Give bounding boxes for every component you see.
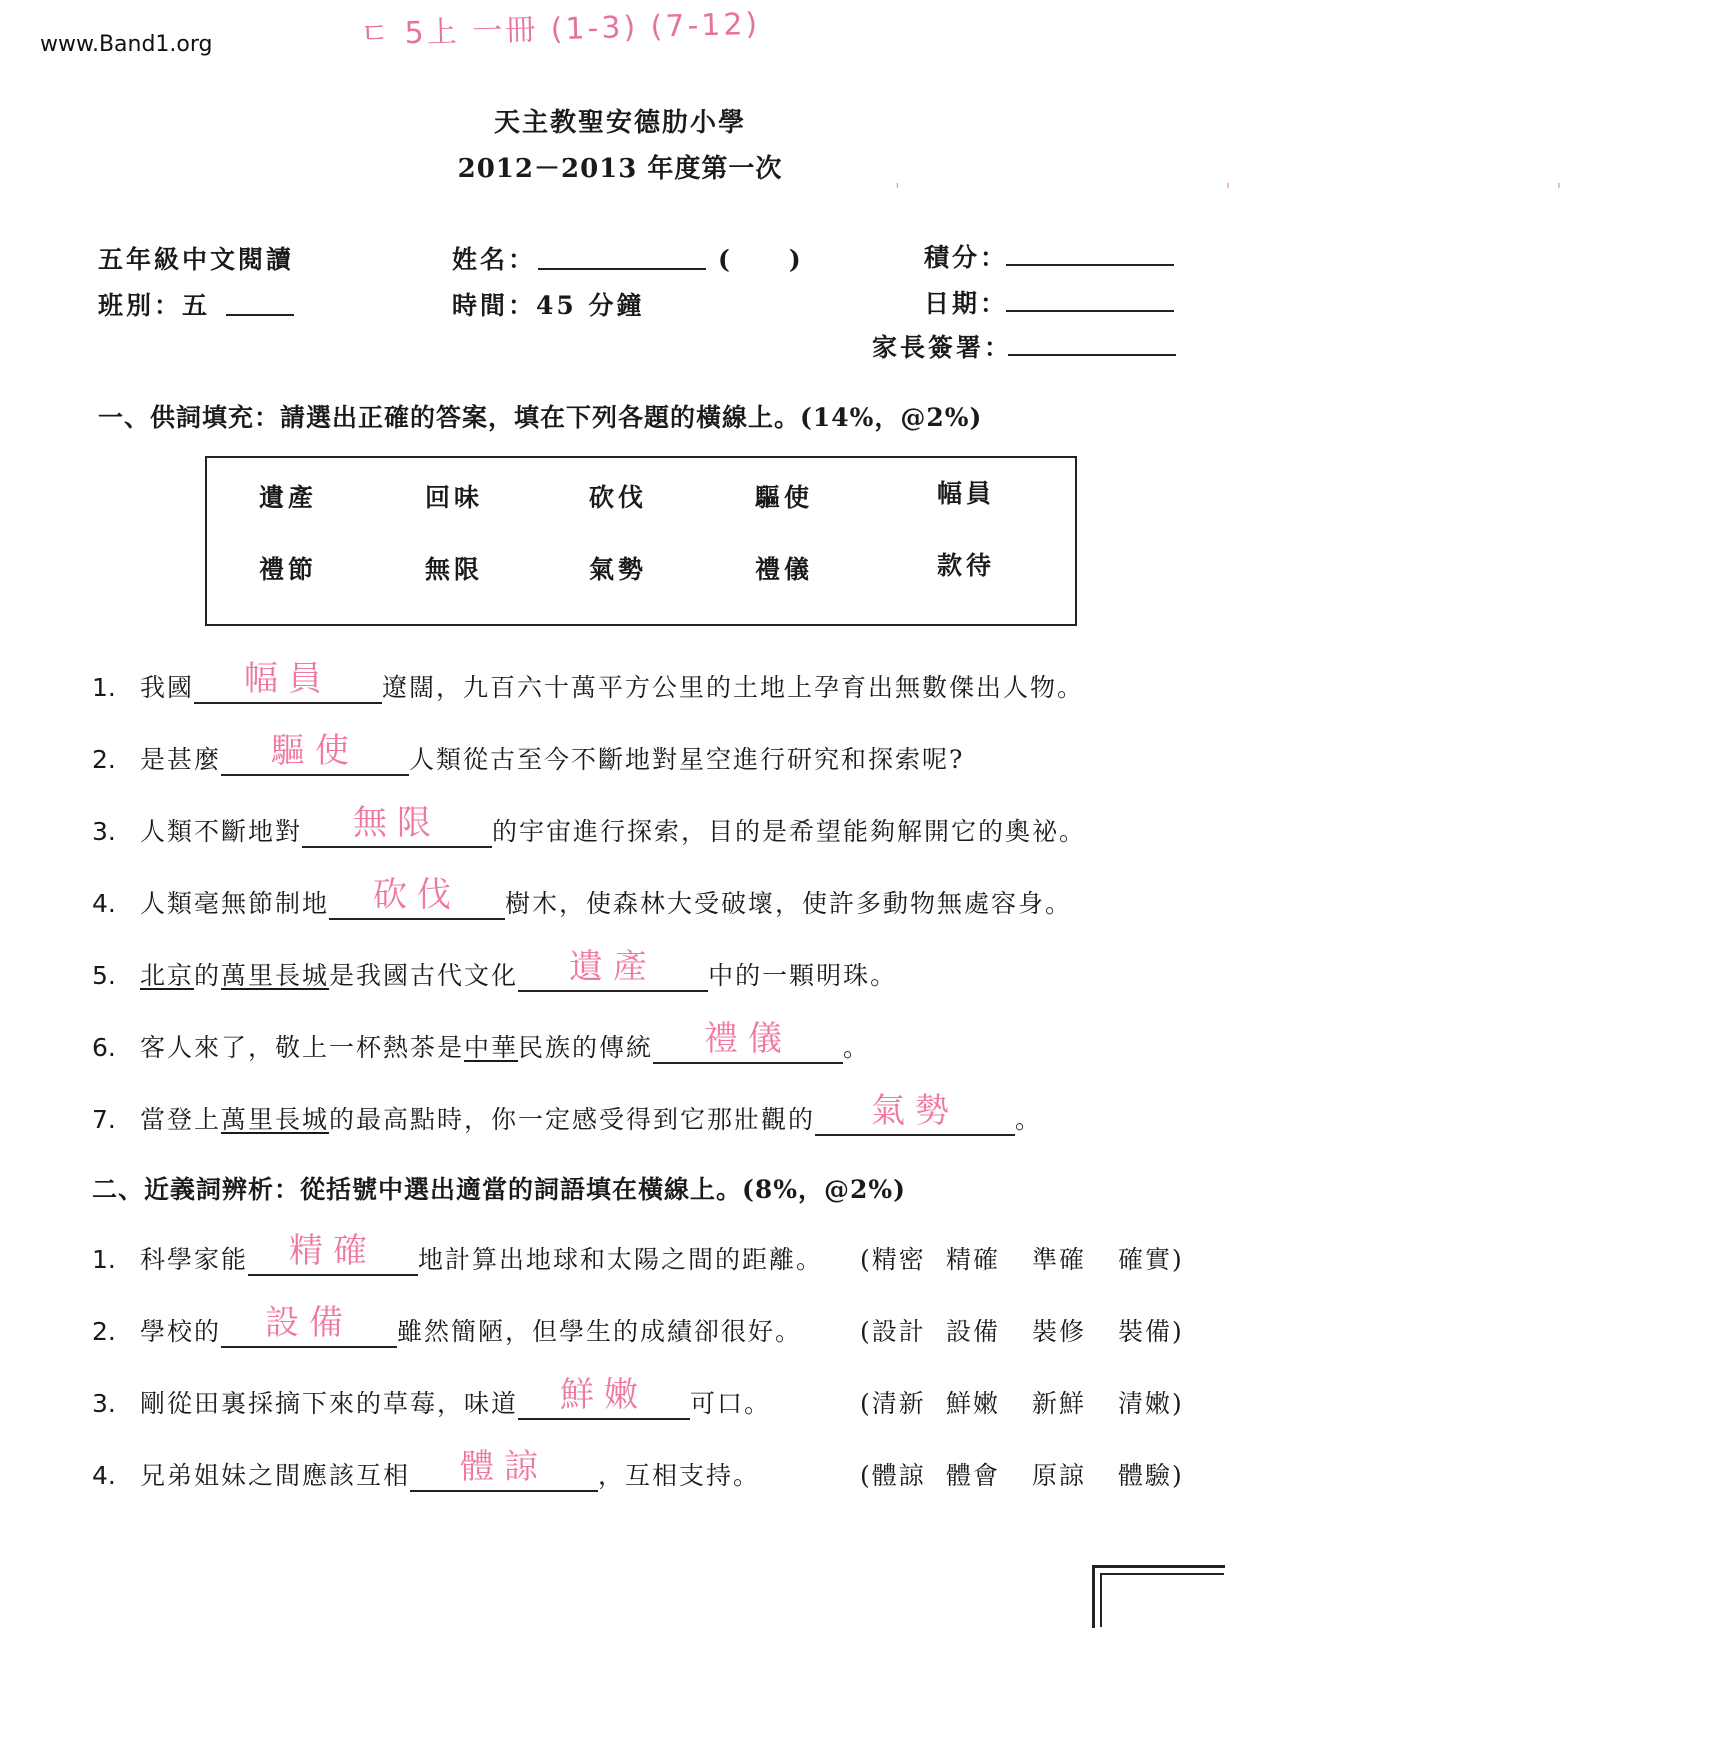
question-7: 7. 當登上萬里長城的最高點時，你一定感受得到它那壯觀的 氣勢 。 [92,1091,1043,1134]
answer-blank[interactable]: 鮮嫩 [518,1390,690,1420]
word-bank-item: 回味 [425,483,484,512]
section1-title: 一、供詞填充：請選出正確的答案，填在下列各題的橫線上。(14%，@2%) [98,403,983,432]
section2-question-1: 1. 科學家能 精確 地計算出地球和太陽之間的距離。 [92,1231,824,1274]
school-name: 天主教聖安德肋小學 [493,108,746,138]
question-6: 6. 客人來了，敬上一杯熱茶是中華民族的傳統 禮儀 。 [92,1019,871,1062]
answer-blank[interactable]: 遺產 [518,962,708,992]
section2-title: 二、近義詞辨析：從括號中選出適當的詞語填在橫線上。(8%，@2%) [92,1175,906,1204]
exam-year: 2012－2013 年度第一次 [457,154,783,184]
class-field[interactable] [226,286,294,316]
answer-blank[interactable]: 砍伐 [329,890,505,920]
question-2: 2. 是甚麼 驅使 人類從古至今不斷地對星空進行研究和探索呢? [92,731,965,774]
word-bank [205,456,1077,626]
parent-signature-field[interactable] [1008,326,1176,356]
question-5: 5. 北京的萬里長城是我國古代文化 遺產 中的一顆明珠。 [92,947,898,990]
answer-blank[interactable]: 驅使 [221,746,409,776]
word-bank-item: 禮儀 [755,555,814,584]
subject-label: 五年級中文閱讀 [98,245,295,274]
answer-blank[interactable]: 氣勢 [815,1106,1015,1136]
class-number-field[interactable]: ( ) [718,245,804,274]
pen-marks: ' ' ' [895,180,1721,201]
question-4: 4. 人類毫無節制地 砍伐 樹木，使森林大受破壞，使許多動物無處容身。 [92,875,1073,918]
section2-options-1: (精密 精確 準確 確實) [860,1245,1184,1274]
word-bank-item: 砍伐 [589,483,648,512]
watermark: www.Band1.org [40,32,213,57]
section2-options-2: (設計 設備 裝修 裝備) [860,1317,1184,1346]
name-field[interactable] [538,240,706,270]
name-label: 姓名： [452,245,537,274]
word-bank-item: 幅員 [937,479,996,508]
section2-options-4: (體諒 體會 原諒 體驗) [860,1461,1184,1490]
word-bank-item: 無限 [425,555,484,584]
word-bank-item: 驅使 [755,483,814,512]
answer-blank[interactable]: 禮儀 [653,1034,843,1064]
score-field[interactable] [1006,236,1174,266]
section2-question-4: 4. 兄弟姐妹之間應該互相 體諒 ，互相支持。 [92,1447,761,1490]
question-3: 3. 人類不斷地對 無限 的宇宙進行探索，目的是希望能夠解開它的奧祕。 [92,803,1087,846]
section2-options-3: (清新 鮮嫩 新鮮 清嫩) [860,1389,1184,1418]
corner-score-box-inner [1100,1573,1224,1627]
score-label: 積分： [924,243,1009,272]
date-label: 日期： [924,289,1009,318]
section2-question-2: 2. 學校的 設備 雖然簡陋，但學生的成績卻很好。 [92,1303,803,1346]
answer-blank[interactable]: 幅員 [194,674,382,704]
date-field[interactable] [1006,282,1174,312]
answer-blank[interactable]: 無限 [302,818,492,848]
section2-question-3: 3. 剛從田裏採摘下來的草莓，味道 鮮嫩 可口。 [92,1375,772,1418]
word-bank-item: 氣勢 [589,555,648,584]
answer-blank[interactable]: 體諒 [410,1462,598,1492]
word-bank-item: 禮節 [259,555,318,584]
word-bank-item: 遺產 [259,483,318,512]
time-label: 時間：45 分鐘 [452,291,645,320]
question-1: 1. 我國 幅員 遼闊，九百六十萬平方公里的土地上孕育出無數傑出人物。 [92,659,1085,702]
class-label: 班別：五 [98,291,211,320]
word-bank-item: 款待 [937,551,996,580]
handwritten-note: ㄷ 5上 一冊 (1-3) (7-12) [359,6,761,53]
answer-blank[interactable]: 設備 [221,1318,397,1348]
parent-signature-label: 家長簽署： [872,333,1013,362]
answer-blank[interactable]: 精確 [248,1246,418,1276]
